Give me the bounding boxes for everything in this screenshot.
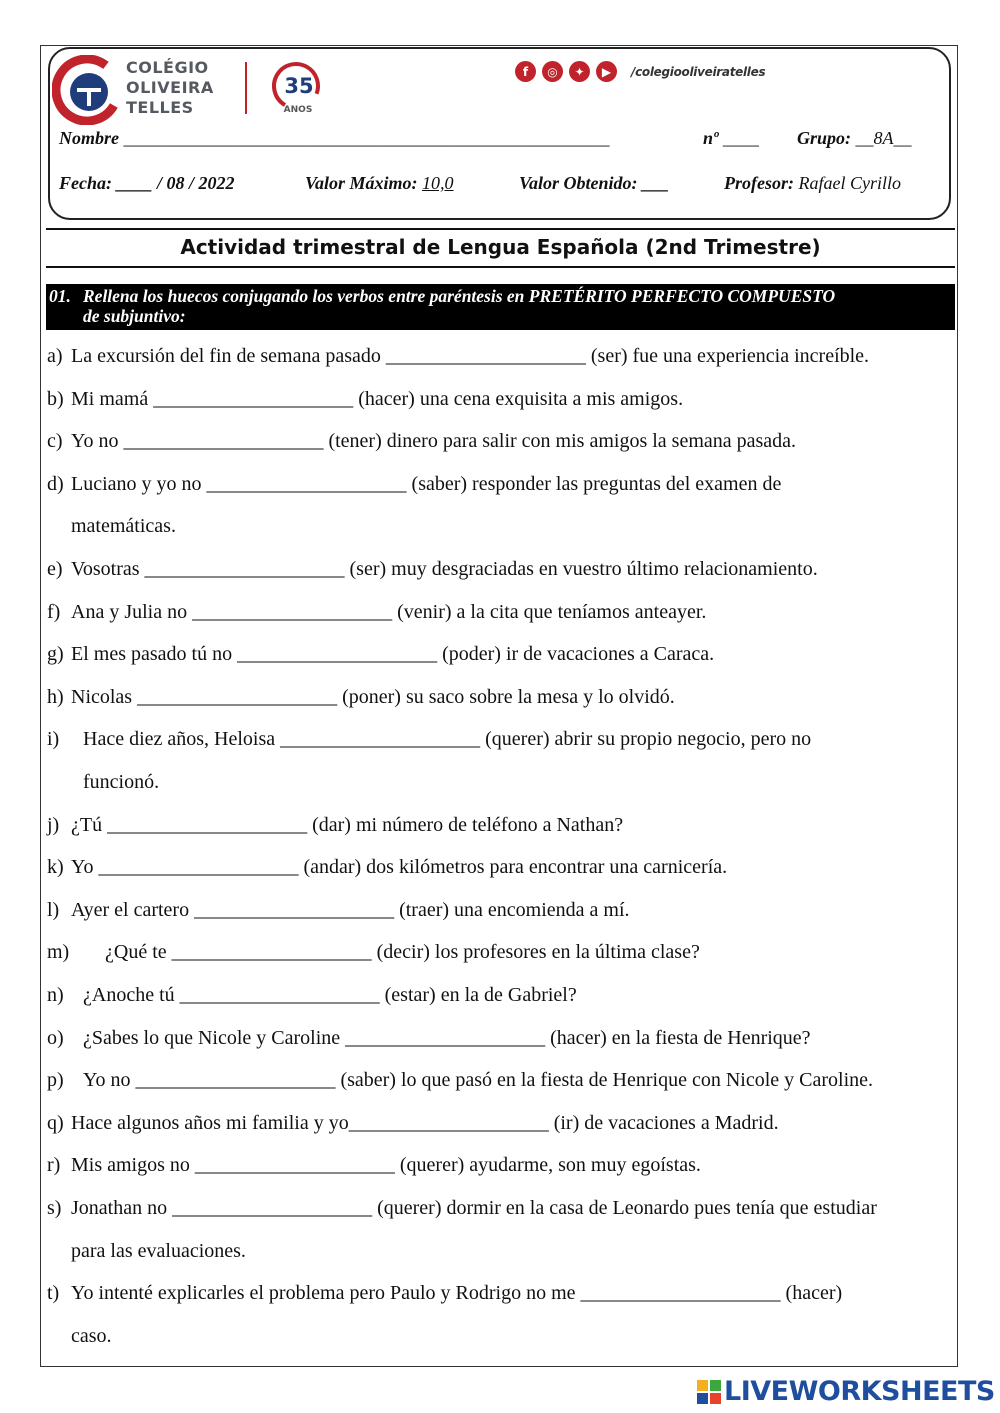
title-top-rule <box>46 228 955 230</box>
question-item <box>47 345 952 368</box>
question-text[interactable]: Ayer el cartero ____________________ (traer) una encomienda a mí. <box>71 898 630 921</box>
question-text[interactable]: Luciano y yo no ____________________ (saber) responder las preguntas del examen de <box>71 472 782 495</box>
question-item <box>47 686 952 709</box>
question-continuation: caso. <box>71 1324 112 1347</box>
question-item <box>47 814 952 837</box>
twitter-icon[interactable]: ✦ <box>569 61 590 82</box>
profesor-value: Rafael Cyrillo <box>798 173 901 193</box>
question-text[interactable]: Nicolas ____________________ (poner) su saco sobre la mesa y lo olvidó. <box>71 685 675 708</box>
instruction-number: 01. <box>49 286 71 306</box>
question-item <box>47 473 952 496</box>
question-item <box>47 1112 952 1135</box>
question-label: o) <box>47 1026 64 1049</box>
liveworksheets-watermark <box>697 1376 995 1407</box>
anniversary-number: 35 <box>284 74 314 98</box>
numero-row <box>703 128 759 149</box>
question-label: t) <box>47 1282 60 1305</box>
question-text[interactable]: ¿Qué te ____________________ (decir) los profesores en la última clase? <box>105 941 700 964</box>
question-text[interactable]: Yo no ____________________ (tener) dinero para salir con mis amigos la semana pasada. <box>71 430 797 453</box>
question-continuation: para las evaluaciones. <box>71 1239 246 1262</box>
question-text[interactable]: Yo ____________________ (andar) dos kilómetros para encontrar una carnicería. <box>71 856 728 879</box>
question-text[interactable]: Mis amigos no ____________________ (querer) ayudarme, son muy egoístas. <box>71 1154 701 1177</box>
question-label: e) <box>47 558 63 580</box>
grupo-row: Grupo: __8A__ <box>797 128 912 148</box>
instruction-text-1: Rellena los huecos conjugando los verbos entre paréntesis en PRETÉRITO PERFECTO COMPUESTO <box>83 286 836 306</box>
question-text[interactable]: ¿Tú ____________________ (dar) mi número de teléfono a Nathan? <box>71 813 624 836</box>
question-item <box>47 899 952 922</box>
instruction-line-1 <box>49 286 949 306</box>
question-text[interactable]: Mi mamá ____________________ (hacer) una cena exquisita a mis amigos. <box>71 387 684 410</box>
question-label: k) <box>47 856 64 879</box>
facebook-icon[interactable]: f <box>515 61 536 82</box>
youtube-icon[interactable]: ▶ <box>596 61 617 82</box>
question-item <box>47 856 952 879</box>
question-item <box>47 1154 952 1177</box>
question-item <box>47 1197 952 1220</box>
liveworksheets-logo-icon <box>697 1380 721 1404</box>
nombre-label: Nombre <box>59 128 119 148</box>
social-links <box>515 61 765 82</box>
anniversary-word: ANOS <box>283 105 313 115</box>
question-label: c) <box>47 430 63 453</box>
valor-max-label: Valor Máximo <box>305 173 412 193</box>
school-logo-icon <box>52 55 122 125</box>
question-label: a) <box>47 345 63 367</box>
question-text[interactable]: Hace algunos años mi familia y yo____________________ (ir) de vacaciones a Madrid. <box>71 1111 779 1134</box>
page-title: Actividad trimestral de Lengua Española (2nd Trimestre) <box>180 235 821 259</box>
question-text[interactable]: ¿Anoche tú ____________________ (estar) en la de Gabriel? <box>83 984 577 1006</box>
question-text[interactable]: Jonathan no ____________________ (querer) dormir en la casa de Leonardo pues tenía que estudiar <box>71 1197 877 1219</box>
question-label: n) <box>47 984 64 1006</box>
question-label: p) <box>47 1069 64 1092</box>
question-label: d) <box>47 472 64 495</box>
question-label: r) <box>47 1154 61 1177</box>
question-item <box>47 1282 952 1305</box>
social-handle[interactable]: /colegiooliveiratelles <box>631 64 766 79</box>
question-item <box>47 643 952 666</box>
question-label: s) <box>47 1197 62 1219</box>
school-name-line-3: TELLES <box>126 98 194 117</box>
question-item <box>47 388 952 411</box>
fecha-label: Fecha: <box>59 173 112 193</box>
question-label: j) <box>47 813 60 836</box>
valor-obtenido-field[interactable]: ___ <box>642 173 670 193</box>
valor-obtenido-label: Valor Obtenido <box>519 173 632 193</box>
profesor-row: Profesor: Rafael Cyrillo <box>724 173 901 193</box>
numero-field[interactable]: ____ <box>722 128 759 148</box>
question-label: i) <box>47 728 60 751</box>
question-label: q) <box>47 1111 64 1134</box>
title-bottom-rule <box>46 266 955 268</box>
question-item <box>47 984 952 1007</box>
question-item <box>47 941 952 964</box>
valor-obtenido-row: Valor Obtenido: ___ <box>519 173 670 193</box>
question-label: m) <box>47 941 70 964</box>
question-label: f) <box>47 600 61 623</box>
question-item <box>47 430 952 453</box>
question-text[interactable]: Vosotras ____________________ (ser) muy desgraciadas en vuestro último relacionamiento. <box>71 558 818 580</box>
question-continuation: matemáticas. <box>71 515 176 538</box>
logo-divider <box>245 62 247 114</box>
question-text[interactable]: Yo no ____________________ (saber) lo que pasó en la fiesta de Henrique con Nicole y Caroline. <box>83 1069 874 1092</box>
instruction-banner <box>46 284 955 330</box>
instruction-line-2: de subjuntivo: <box>83 306 186 326</box>
question-item <box>47 1069 952 1092</box>
question-item <box>47 728 952 751</box>
grupo-label: Grupo <box>797 128 846 148</box>
nombre-row <box>59 128 610 149</box>
school-name <box>126 58 214 118</box>
profesor-label: Profesor <box>724 173 788 193</box>
fecha-row <box>59 173 235 194</box>
question-continuation: funcionó. <box>83 771 160 793</box>
question-label: g) <box>47 643 64 666</box>
anniversary-badge-icon <box>268 60 324 116</box>
question-text[interactable]: Hace diez años, Heloisa ____________________ (querer) abrir su propio negocio, pero no <box>83 728 812 751</box>
grupo-value: __8A__ <box>855 128 912 148</box>
question-label: b) <box>47 387 64 410</box>
nombre-field[interactable]: ______________________________________________________ <box>123 128 610 148</box>
watermark-text: LIVEWORKSHEETS <box>724 1376 995 1407</box>
instagram-icon[interactable]: ◎ <box>542 61 563 82</box>
question-item <box>47 1027 952 1050</box>
school-name-line-1: COLÉGIO <box>126 58 209 77</box>
question-label: h) <box>47 685 64 708</box>
question-item <box>47 558 952 581</box>
question-label: l) <box>47 898 60 921</box>
fecha-value[interactable]: ____ / 08 / 2022 <box>116 173 235 193</box>
question-item <box>47 601 952 624</box>
question-text[interactable]: Yo intenté explicarles el problema pero Paulo y Rodrigo no me ____________________ (hacer) <box>71 1282 843 1305</box>
numero-label: nº <box>703 128 719 148</box>
school-name-line-2: OLIVEIRA <box>126 78 214 97</box>
valor-max-value: 10,0 <box>422 173 454 193</box>
question-text[interactable]: ¿Sabes lo que Nicole y Caroline ____________________ (hacer) en la fiesta de Henrique? <box>83 1026 811 1049</box>
question-text[interactable]: Ana y Julia no ____________________ (venir) a la cita que teníamos anteayer. <box>71 600 707 623</box>
question-text[interactable]: El mes pasado tú no ____________________ (poder) ir de vacaciones a Caraca. <box>71 643 715 666</box>
question-text[interactable]: La excursión del fin de semana pasado ____________________ (ser) fue una experiencia increíble. <box>71 345 870 367</box>
valor-max-row: Valor Máximo: 10,0 <box>305 173 454 193</box>
